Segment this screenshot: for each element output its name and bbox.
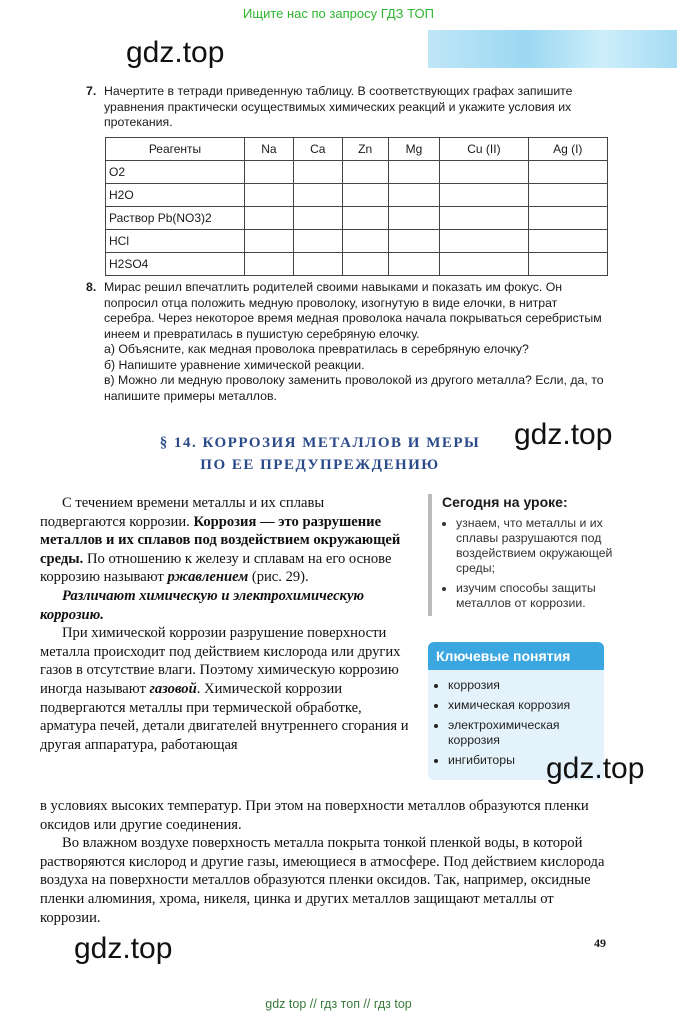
table-header: Na	[245, 138, 294, 161]
task-number: 8.	[86, 280, 97, 294]
paragraph	[40, 587, 410, 624]
table-row	[106, 161, 608, 184]
task-question: б) Напишите уравнение химической реакции.	[104, 357, 365, 372]
watermark: gdz.top	[546, 752, 645, 785]
body-text-top	[40, 494, 410, 754]
today-box	[428, 494, 620, 616]
table-row	[106, 184, 608, 207]
list-item: • изучим способы защиты металлов от коррозии.	[456, 581, 620, 611]
reagent-cell: O2	[106, 161, 245, 184]
table-row	[106, 230, 608, 253]
definition: Коррозия — это разрушение металлов и их сплавов под воздействием окружающей среды.	[40, 513, 401, 567]
section-title-line: ПО ЕЕ ПРЕДУПРЕЖДЕНИЮ	[200, 457, 440, 473]
list-item: • узнаем, что металлы и их сплавы разрушаются под воздействием окружающей среды;	[456, 516, 620, 576]
list-item: • электрохимическая коррозия	[448, 718, 604, 748]
list-item: • химическая коррозия	[448, 698, 604, 713]
paragraph-cont: в условиях высоких температур. При этом на поверхности металлов образуются пленки оксидов или другие соединения.	[40, 798, 589, 833]
text: . Химической коррозии подвергаются металлы при термической обработке, арматура печей, детали двигателей внутреннего сгорания и другая аппаратура, работающая	[40, 680, 409, 753]
task-question: а) Объясните, как медная проволока превратилась в серебряную елочку?	[104, 342, 529, 356]
emphasis: Различают химическую и электрохимическую коррозию.	[40, 587, 365, 623]
watermark: gdz.top	[514, 418, 613, 451]
section-title	[130, 432, 510, 476]
reagent-cell: Раствор Pb(NO3)2	[106, 207, 245, 230]
header-decoration	[428, 30, 677, 68]
section-title-line: § 14. КОРРОЗИЯ МЕТАЛЛОВ И МЕРЫ	[159, 435, 481, 451]
term: газовой	[149, 680, 197, 697]
task-question: в) Можно ли медную проволоку заменить проволокой из другого металла? Если, да, то напишите примеры металлов.	[104, 373, 604, 403]
table-header: Zn	[342, 138, 388, 161]
table-header: Ag (I)	[528, 138, 607, 161]
table-row	[106, 253, 608, 276]
table-header: Cu (II)	[440, 138, 528, 161]
today-title: Сегодня на уроке:	[442, 494, 568, 510]
page-number: 49	[594, 936, 606, 950]
list-item: • коррозия	[448, 678, 604, 693]
task-text: Начертите в тетради приведенную таблицу. В соответствующих графах запишите уравнения практически осуществимых химических реакций и укажите условия их протекания.	[104, 84, 573, 129]
table-header: Реагенты	[106, 138, 245, 161]
paragraph	[40, 494, 410, 587]
text: При химической коррозии разрушение поверхности металла происходит под действием кислорода или других газов в отсутствие влаги. Поэтому химическую коррозию иногда называют	[40, 625, 401, 697]
reagents-table	[105, 137, 608, 276]
task-paragraph: Мирас решил впечатлить родителей своими навыками и показать им фокус. Он попросил отца положить медную проволоку, изогнутую в виде елочки, в нитрат серебра. Через некоторое время медная проволока начала покрываться серебристым инеем и превратилась в пушистую серебряную елочку.	[104, 280, 602, 341]
table-header: Mg	[388, 138, 440, 161]
reagent-cell: HCl	[106, 230, 245, 253]
paragraph: Во влажном воздухе поверхность металла покрыта тонкой пленкой воды, в которой растворяются кислород и другие газы, имеющиеся в атмосфере. Под действием кислорода воздуха на поверхности металлов образуются пленки оксидов. Так, например, оксидные пленки алюминия, хрома, никеля, цинка и других металлов защищают металлы от коррозии.	[40, 835, 605, 926]
reagent-cell: H2SO4	[106, 253, 245, 276]
task-number: 7.	[86, 84, 97, 98]
text: По отношению к железу и сплавам на его основе коррозию называют	[40, 550, 392, 586]
body-text-bottom	[40, 797, 610, 927]
table-header-row	[106, 138, 608, 161]
reagent-cell: H2O	[106, 184, 245, 207]
table-header: Ca	[293, 138, 342, 161]
text: (рис. 29).	[248, 569, 309, 586]
task-text	[104, 280, 610, 404]
table-row	[106, 207, 608, 230]
footer-links[interactable]: gdz top // гдз топ // гдз top	[265, 997, 412, 1011]
top-banner[interactable]: Ищите нас по запросу ГДЗ ТОП	[243, 6, 434, 21]
text: С течением времени металлы и их сплавы подвергаются коррозии.	[40, 495, 325, 530]
key-concepts-title: Ключевые понятия	[428, 642, 604, 670]
watermark: gdz.top	[126, 36, 225, 69]
term: ржавлением	[167, 569, 249, 586]
watermark: gdz.top	[74, 932, 173, 965]
paragraph	[40, 624, 410, 754]
list-item: • ингибиторы	[448, 753, 604, 768]
